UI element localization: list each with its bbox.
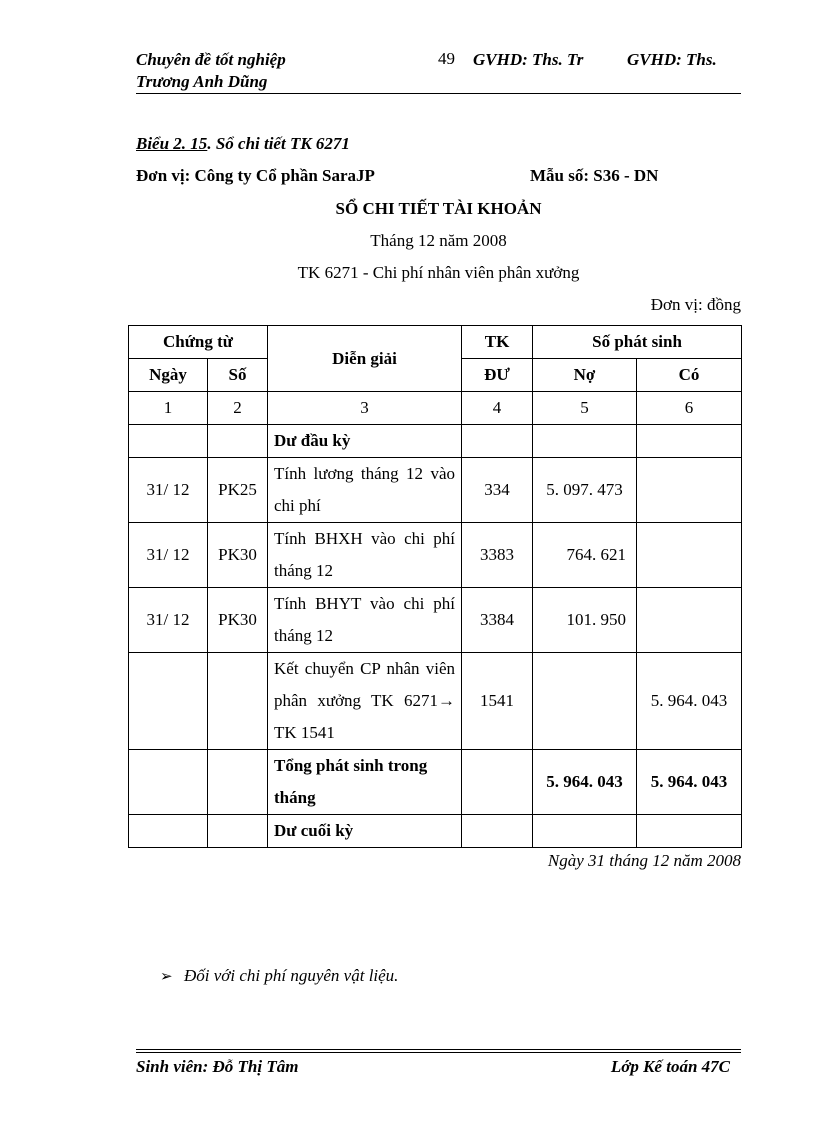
header-co: Có <box>637 359 742 392</box>
period-title: Tháng 12 năm 2008 <box>370 231 507 250</box>
table-row <box>129 588 742 653</box>
table-caption <box>136 134 350 154</box>
cell-so <box>208 653 268 750</box>
header-advisor-2: GVHD: Ths. <box>627 50 717 69</box>
cell-tk: 3383 <box>462 523 533 588</box>
cell-desc: Tính BHXH vào chi phí tháng 12 <box>268 523 462 588</box>
header-ngay: Ngày <box>129 359 208 392</box>
cell-so <box>208 750 268 815</box>
cell-co <box>637 588 742 653</box>
cell-desc: Tính lương tháng 12 vào chi phí <box>268 458 462 523</box>
cell-no: 764. 621 <box>533 523 637 588</box>
cell-ngay <box>129 750 208 815</box>
main-title: SỔ CHI TIẾT TÀI KHOẢN <box>335 199 542 218</box>
cell-ngay: 31/ 12 <box>129 588 208 653</box>
col-number: 6 <box>637 392 742 425</box>
header-dien-giai: Diễn giải <box>268 326 462 392</box>
cell-ngay <box>129 653 208 750</box>
cell-co <box>637 815 742 848</box>
footer-rule-2 <box>136 1052 741 1053</box>
arrow-bullet-icon: ➢ <box>160 969 173 985</box>
table-row <box>129 458 742 523</box>
cell-so <box>208 425 268 458</box>
footer-rule-1 <box>136 1049 741 1050</box>
cell-desc: Dư cuối kỳ <box>268 815 462 848</box>
caption-label: Biểu 2. 15 <box>136 134 208 153</box>
header-advisor-1: GVHD: Ths. Tr <box>473 50 584 69</box>
header-so-phat-sinh: Số phát sinh <box>533 326 742 359</box>
ledger-table <box>128 325 742 848</box>
header-so: Số <box>208 359 268 392</box>
cell-tk <box>462 425 533 458</box>
cell-co: 5. 964. 043 <box>637 750 742 815</box>
unit-name: Đơn vị: Công ty Cổ phần SaraJP <box>136 166 375 185</box>
col-number: 2 <box>208 392 268 425</box>
header-rule <box>136 93 741 94</box>
cell-no: 5. 964. 043 <box>533 750 637 815</box>
cell-co <box>637 523 742 588</box>
cell-no: 101. 950 <box>533 588 637 653</box>
cell-tk: 3384 <box>462 588 533 653</box>
header-no: Nợ <box>533 359 637 392</box>
header-title: Chuyên đề tốt nghiệp <box>136 50 286 69</box>
col-number: 3 <box>268 392 462 425</box>
column-number-row <box>129 392 742 425</box>
cell-desc: Dư đầu kỳ <box>268 425 462 458</box>
signed-date: Ngày 31 tháng 12 năm 2008 <box>547 851 741 870</box>
header-tk: TK <box>462 326 533 359</box>
page-number: 49 <box>438 49 455 68</box>
caption-text: . Sổ chi tiết TK 6271 <box>207 134 350 153</box>
header-author: Trương Anh Dũng <box>136 72 268 91</box>
cell-co <box>637 458 742 523</box>
col-number: 4 <box>462 392 533 425</box>
table-row <box>129 425 742 458</box>
cell-ngay: 31/ 12 <box>129 523 208 588</box>
col-number: 1 <box>129 392 208 425</box>
cell-co: 5. 964. 043 <box>637 653 742 750</box>
cell-so: PK30 <box>208 523 268 588</box>
cell-so: PK25 <box>208 458 268 523</box>
header-row-1 <box>129 326 742 359</box>
bullet-text: Đối với chi phí nguyên vật liệu. <box>184 966 399 985</box>
cell-desc: Kết chuyển CP nhân viên phân xưởng TK 6271→ TK 1541 <box>268 653 462 750</box>
cell-desc: Tính BHYT vào chi phí tháng 12 <box>268 588 462 653</box>
cell-no <box>533 815 637 848</box>
cell-co <box>637 425 742 458</box>
col-number: 5 <box>533 392 637 425</box>
account-title: TK 6271 - Chi phí nhân viên phân xưởng <box>297 263 580 282</box>
cell-no: 5. 097. 473 <box>533 458 637 523</box>
cell-desc: Tổng phát sinh trong tháng <box>268 750 462 815</box>
header-chung-tu: Chứng từ <box>129 326 268 359</box>
cell-no <box>533 425 637 458</box>
cell-tk <box>462 815 533 848</box>
table-row <box>129 523 742 588</box>
form-number: Mẫu số: S36 - DN <box>530 166 659 185</box>
cell-ngay: 31/ 12 <box>129 458 208 523</box>
table-row <box>129 653 742 750</box>
header-du: ĐƯ <box>462 359 533 392</box>
cell-ngay <box>129 815 208 848</box>
cell-no <box>533 653 637 750</box>
cell-tk: 334 <box>462 458 533 523</box>
cell-so: PK30 <box>208 588 268 653</box>
cell-ngay <box>129 425 208 458</box>
total-row <box>129 750 742 815</box>
table-row <box>129 815 742 848</box>
footer-class: Lớp Kế toán 47C <box>610 1057 730 1076</box>
footer-student: Sinh viên: Đỗ Thị Tâm <box>136 1057 299 1076</box>
cell-tk <box>462 750 533 815</box>
currency-unit: Đơn vị: đồng <box>650 295 741 314</box>
cell-tk: 1541 <box>462 653 533 750</box>
cell-so <box>208 815 268 848</box>
